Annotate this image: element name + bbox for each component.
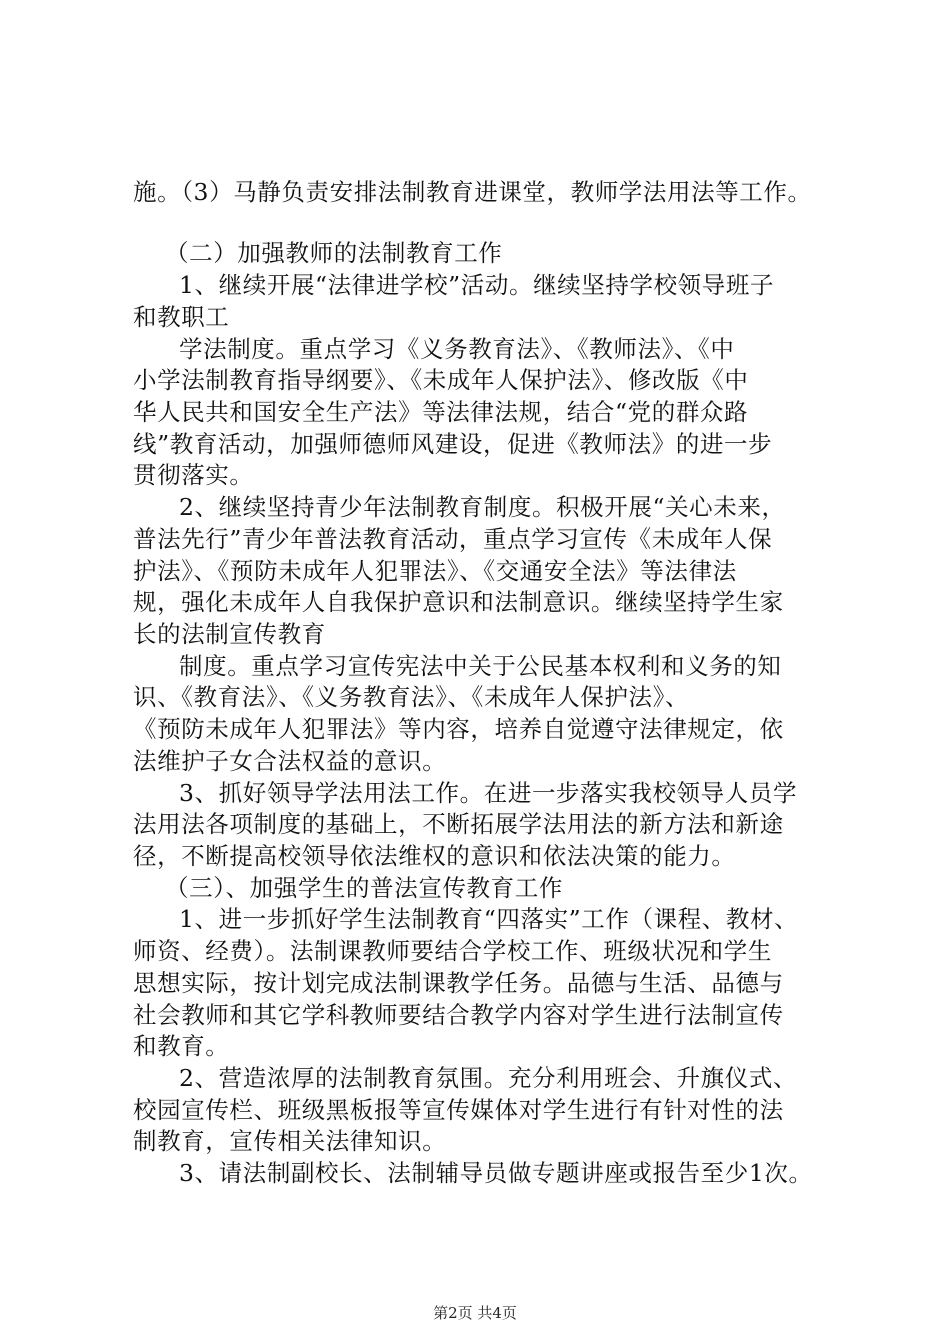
text-line: 2、继续坚持青少年法制教育制度。积极开展“关心未来，: [179, 493, 786, 521]
text-line: 1、继续开展“法律进学校”活动。继续坚持学校领导班子: [179, 271, 775, 299]
text-line: 社会教师和其它学科教师要结合教学内容对学生进行法制宣传: [133, 1001, 784, 1029]
text-line: 法维护子女合法权益的意识。: [133, 747, 447, 775]
text-line: 和教职工: [133, 303, 230, 331]
text-line: 思想实际，按计划完成法制课教学任务。品德与生活、品德与: [133, 969, 784, 997]
text-line: 识、《教育法》、《义务教育法》、《未成年人保护法》、: [133, 683, 690, 711]
text-line: 校园宣传栏、班级黑板报等宣传媒体对学生进行有针对性的法: [133, 1096, 784, 1124]
text-line: 线”教育活动，加强师德师风建设，促进《教师法》的进一步: [133, 430, 773, 458]
page-number-footer: 第2页 共4页: [433, 1304, 517, 1322]
text-line: 长的法制宣传教育: [133, 620, 326, 648]
text-line: 施。（3）马静负责安排法制教育进课堂，教师学法用法等工作。: [133, 178, 812, 206]
text-line: 普法先行”青少年普法教育活动，重点学习宣传《未成年人保: [133, 525, 773, 553]
text-line: 法用法各项制度的基础上，不断拓展学法用法的新方法和新途: [133, 810, 784, 838]
text-line: 径，不断提高校领导依法维权的意识和依法决策的能力。: [133, 842, 736, 870]
text-line: 1、进一步抓好学生法制教育“四落实”工作（课程、教材、: [179, 905, 799, 933]
text-line: 规，强化未成年人自我保护意识和法制意识。继续坚持学生家: [133, 588, 784, 616]
text-line: 和教育。: [133, 1032, 230, 1060]
text-line: 师资、经费）。法制课教师要结合学校工作、班级状况和学生: [133, 937, 772, 965]
text-line: 制度。重点学习宣传宪法中关于公民基本权利和义务的知: [179, 652, 782, 680]
text-line: 3、抓好领导学法用法工作。在进一步落实我校领导人员学: [179, 779, 798, 807]
text-line: 贯彻落实。: [133, 461, 254, 489]
text-line: 护法》、《预防未成年人犯罪法》、《交通安全法》等法律法: [133, 557, 737, 585]
text-line: 3、请法制副校长、法制辅导员做专题讲座或报告至少1次。: [179, 1159, 813, 1187]
text-line: 小学法制教育指导纲要》、《未成年人保护法》、修改版《中: [133, 366, 749, 394]
text-line: 2、营造浓厚的法制教育氛围。充分利用班会、升旗仪式、: [179, 1064, 798, 1092]
section-heading: （二）加强教师的法制教育工作: [165, 239, 503, 267]
text-line: 华人民共和国安全生产法》等法律法规，结合“党的群众路: [133, 398, 749, 426]
section-heading: （三）、加强学生的普法宣传教育工作: [165, 874, 563, 902]
text-line: 《预防未成年人犯罪法》等内容，培养自觉遵守法律规定，依: [133, 715, 784, 743]
text-line: 学法制度。重点学习《义务教育法》、《教师法》、《中: [179, 335, 735, 363]
text-line: 制教育，宣传相关法律知识。: [133, 1127, 447, 1155]
